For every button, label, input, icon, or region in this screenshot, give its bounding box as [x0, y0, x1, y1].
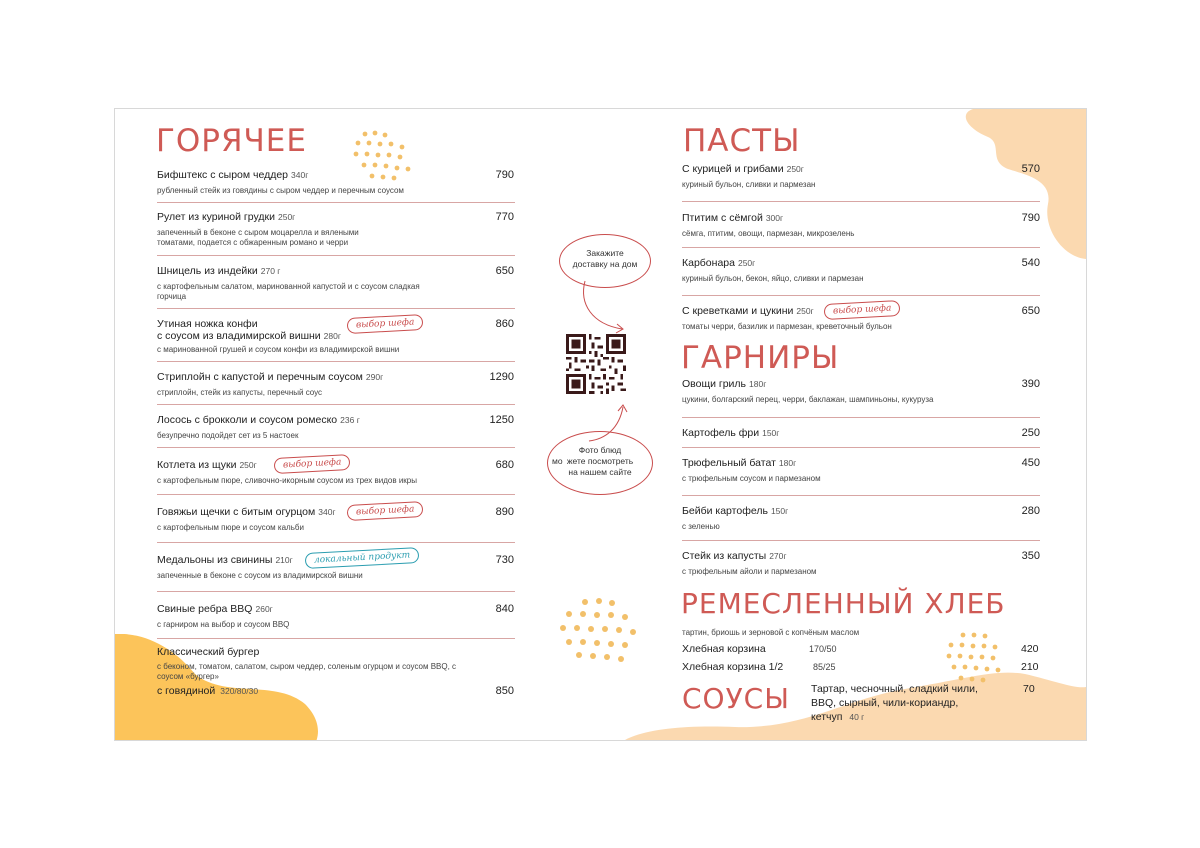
- item-name: Стейк из капусты: [682, 550, 767, 562]
- item-description: с трюфельным соусом и пармезаном: [682, 474, 821, 483]
- item-price: 280: [1021, 505, 1040, 517]
- item-price: 770: [495, 211, 514, 223]
- item-name: Свиные ребра BBQ: [157, 603, 253, 615]
- item-description: с зеленью: [682, 522, 720, 531]
- chef-choice-badge: выбор шефа: [347, 501, 424, 521]
- item-name: Картофель фри: [682, 427, 760, 439]
- sauces-line2: BBQ, сырный, чили-кориандр,: [811, 697, 959, 709]
- item-name: Карбонара: [682, 257, 735, 269]
- item-weight: 340г: [291, 170, 309, 180]
- item-weight: 250г: [786, 164, 804, 174]
- menu-item-pasta: [682, 163, 1040, 190]
- item-description: запеченный в беконе с сыром моцарелла и вялеными томатами, подается с обжаренным романо и черри: [157, 228, 359, 247]
- item-weight: 250г: [277, 212, 296, 222]
- item-price: 890: [495, 506, 514, 518]
- item-name: Бифштекс с сыром чеддер: [157, 169, 289, 181]
- divider: [682, 247, 1040, 248]
- item-name: Медальоны из свинины: [157, 554, 273, 566]
- divider: [157, 638, 515, 639]
- sauces-weight: 40 г: [849, 712, 865, 722]
- item-price: 680: [495, 459, 514, 471]
- item-weight: 150г: [762, 428, 780, 438]
- dots-decoration-bread: [943, 631, 1008, 691]
- dots-decoration-middle: [555, 597, 640, 669]
- bread-description: тартин, бриошь и зерновой с копчёным маслом: [682, 628, 860, 637]
- menu-item-hot: [157, 211, 514, 248]
- divider: [157, 591, 515, 592]
- item-description: рубленный стейк из говядины с сыром чеддер и перечным соусом: [157, 186, 404, 195]
- bread-item-price: 420: [1021, 643, 1039, 655]
- item-description: сёмга, птитим, овощи, пармезан, микрозелень: [682, 229, 855, 238]
- bread-item-name: Хлебная корзина 1/2: [682, 661, 784, 673]
- item-weight: 280г: [323, 331, 341, 341]
- item-weight: 340г: [318, 507, 336, 517]
- menu-item-hot: [157, 603, 514, 630]
- item-price: 850: [495, 685, 514, 697]
- menu-item-pasta: [682, 257, 1040, 284]
- item-weight: 250г: [239, 460, 257, 470]
- bread-item-weight: 85/25: [813, 662, 836, 672]
- divider: [682, 417, 1040, 418]
- item-description: с беконом, томатом, салатом, сыром чеддер, соленым огурцом и соусом BBQ, с соусом «бургер»: [157, 662, 457, 681]
- item-name: С креветками и цукини: [682, 305, 794, 317]
- item-weight: 320/80/30: [220, 686, 259, 696]
- menu-item-hot: [157, 169, 514, 196]
- menu-item-side: [682, 457, 1040, 484]
- item-price: 730: [495, 554, 514, 566]
- item-name: Птитим с сёмгой: [682, 212, 763, 224]
- item-description: с картофельным пюре и соусом кальби: [157, 523, 304, 532]
- burger-variant: с говядиной: [157, 685, 216, 697]
- item-price: 350: [1021, 550, 1040, 562]
- section-title-sauces: СОУСЫ: [682, 682, 790, 715]
- divider: [157, 494, 515, 495]
- item-description: с картофельным пюре, сливочно-икорным соусом из трех видов икры: [157, 476, 417, 485]
- item-price: 250: [1021, 427, 1040, 439]
- item-price: 840: [495, 603, 514, 615]
- menu-item-burger: [157, 646, 514, 697]
- delivery-bubble-text: Закажите доставку на дом: [572, 248, 638, 269]
- item-name: Говяжьи щечки с битым огурцом: [157, 506, 316, 518]
- chef-choice-badge: выбор шефа: [274, 454, 351, 474]
- section-title-hot: ГОРЯЧЕЕ: [156, 123, 307, 159]
- item-price: 450: [1021, 457, 1040, 469]
- qr-code[interactable]: [566, 334, 626, 394]
- divider: [682, 295, 1040, 296]
- item-description: безупречно подойдет сет из 5 настоек: [157, 431, 299, 440]
- item-description: с картофельным салатом, маринованной капустой и с соусом сладкая горчица: [157, 282, 420, 301]
- item-name: С курицей и грибами: [682, 163, 784, 175]
- item-weight: 150г: [770, 506, 789, 516]
- arrow-down-icon: [577, 279, 637, 339]
- item-weight: 270г: [769, 551, 787, 561]
- item-price: 650: [1021, 305, 1040, 317]
- item-weight: 250г: [737, 258, 756, 268]
- local-product-badge: локальный продукт: [305, 547, 420, 569]
- item-weight: 260г: [255, 604, 273, 614]
- item-weight: 210г: [275, 555, 293, 565]
- sauces-price: 70: [1023, 683, 1035, 695]
- menu-sheet: [114, 108, 1087, 741]
- divider: [682, 201, 1040, 202]
- item-name: Овощи гриль: [682, 378, 747, 390]
- divider: [157, 542, 515, 543]
- item-description: с гарниром на выбор и соусом BBQ: [157, 620, 290, 629]
- item-description: стриплойн, стейк из капусты, перечный соус: [157, 388, 323, 397]
- item-price: 790: [495, 169, 514, 181]
- item-weight: 290г: [365, 372, 384, 382]
- item-description: куриный бульон, сливки и пармезан: [682, 180, 816, 189]
- divider: [157, 255, 515, 256]
- item-price: 650: [495, 265, 514, 277]
- divider: [157, 202, 515, 203]
- chef-choice-badge: выбор шефа: [824, 300, 901, 320]
- item-name: Бейби картофель: [682, 505, 768, 517]
- bread-item-name: Хлебная корзина: [682, 643, 766, 655]
- menu-item-side: [682, 550, 1040, 577]
- item-description: томаты черри, базилик и пармезан, креветочный бульон: [682, 322, 892, 331]
- divider: [157, 447, 515, 448]
- item-name: Лосось с брокколи и соусом ромеско: [157, 414, 338, 426]
- menu-item-hot: [157, 414, 514, 441]
- menu-item-side: [682, 378, 1040, 405]
- section-title-sides: ГАРНИРЫ: [681, 340, 840, 376]
- photos-bubble-line3: на нашем сайте: [568, 467, 632, 477]
- item-name: Утиная ножка конфи: [157, 318, 258, 330]
- sauces-line3: кетчуп: [811, 711, 843, 723]
- item-price: 790: [1021, 212, 1040, 224]
- section-title-bread: РЕМЕСЛЕННЫЙ ХЛЕБ: [681, 587, 1006, 620]
- item-description: цукини, болгарский перец, черри, баклажан, шампиньоны, кукуруза: [682, 395, 934, 404]
- item-weight: 180г: [778, 458, 797, 468]
- item-price: 390: [1021, 378, 1040, 390]
- item-price: 860: [495, 318, 514, 330]
- divider: [157, 308, 515, 309]
- item-description: с маринованной грушей и соусом конфи из владимирской вишни: [157, 345, 400, 354]
- item-description: запеченные в беконе с соусом из владимирской вишни: [157, 571, 363, 580]
- photos-bubble-line2-left: мо: [552, 456, 563, 466]
- divider: [682, 447, 1040, 448]
- menu-item-side: [682, 505, 1040, 532]
- menu-item-side: [682, 427, 1040, 439]
- bread-item-weight: 170/50: [809, 644, 837, 654]
- item-weight: 236 г: [340, 415, 360, 425]
- item-weight: 250г: [796, 306, 814, 316]
- sauces-line1: Тартар, чесночный, сладкий чили,: [811, 683, 978, 695]
- item-name: Шницель из индейки: [157, 265, 258, 277]
- item-name: Котлета из щуки: [157, 459, 237, 471]
- menu-item-hot: [157, 265, 514, 302]
- divider: [682, 540, 1040, 541]
- item-name-line2: с соусом из владимирской вишни: [157, 330, 321, 342]
- photos-bubble-line1: Фото блюд: [578, 445, 622, 455]
- photos-bubble: [547, 431, 653, 495]
- menu-item-hot: [157, 371, 514, 398]
- item-name: Стриплойн с капустой и перечным соусом: [157, 371, 363, 383]
- divider: [682, 495, 1040, 496]
- item-weight: 270 г: [260, 266, 281, 276]
- item-name: Трюфельный батат: [682, 457, 776, 469]
- divider: [157, 404, 515, 405]
- divider: [157, 361, 515, 362]
- item-weight: 300г: [765, 213, 784, 223]
- item-description: с трюфельным айоли и пармезаном: [682, 567, 817, 576]
- menu-item-hot: [157, 318, 514, 355]
- item-weight: 180г: [749, 379, 767, 389]
- item-price: 1250: [489, 414, 514, 426]
- item-price: 540: [1021, 257, 1040, 269]
- item-name: Классический бургер: [157, 646, 260, 658]
- menu-item-hot: [157, 506, 514, 533]
- item-price: 1290: [489, 371, 514, 383]
- item-description: куриный бульон, бекон, яйцо, сливки и пармезан: [682, 274, 864, 283]
- photos-bubble-line2-right: жете посмотреть: [566, 456, 634, 466]
- item-name: Рулет из куриной грудки: [157, 211, 275, 223]
- section-title-pasta: ПАСТЫ: [683, 123, 801, 159]
- bread-item-price: 210: [1021, 661, 1039, 673]
- menu-item-pasta: [682, 212, 1040, 239]
- chef-choice-badge: выбор шефа: [347, 314, 424, 334]
- item-price: 570: [1021, 163, 1040, 175]
